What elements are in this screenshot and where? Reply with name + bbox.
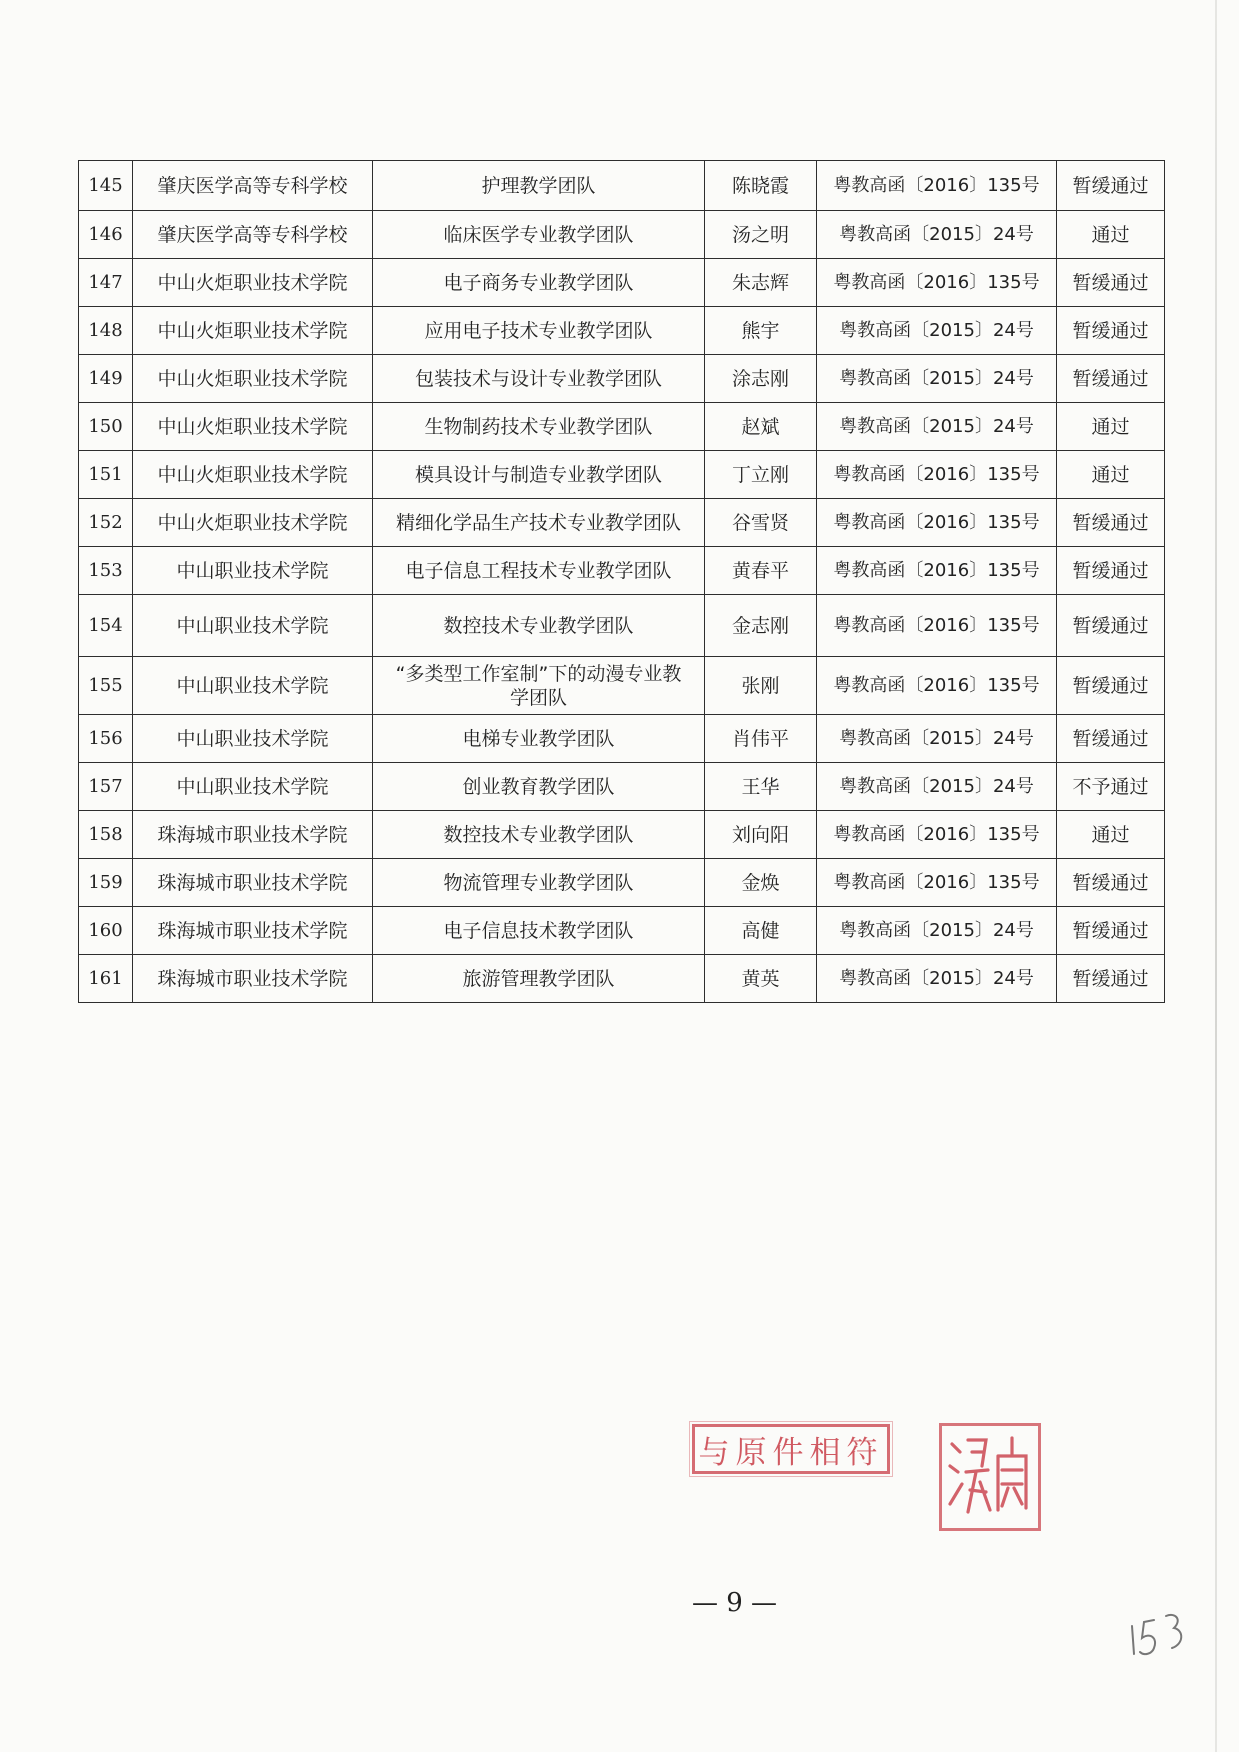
cell-result: 暂缓通过 — [1057, 307, 1165, 355]
table-row — [79, 161, 1165, 211]
cell-index: 150 — [79, 403, 133, 451]
cell-school: 珠海城市职业技术学院 — [133, 955, 373, 1003]
cell-index: 154 — [79, 595, 133, 657]
cell-result: 暂缓通过 — [1057, 355, 1165, 403]
cell-team-name: 模具设计与制造专业教学团队 — [373, 451, 705, 499]
table-row — [79, 763, 1165, 811]
cell-team-name: 包装技术与设计专业教学团队 — [373, 355, 705, 403]
cell-team-name: 电子信息工程技术专业教学团队 — [373, 547, 705, 595]
table-row — [79, 907, 1165, 955]
cell-document-no: 粤教高函〔2016〕135号 — [817, 547, 1057, 595]
cell-school: 中山职业技术学院 — [133, 715, 373, 763]
cell-leader: 赵斌 — [705, 403, 817, 451]
cell-document-no: 粤教高函〔2015〕24号 — [817, 763, 1057, 811]
cell-school: 中山火炬职业技术学院 — [133, 403, 373, 451]
cell-leader: 朱志辉 — [705, 259, 817, 307]
table-row — [79, 657, 1165, 715]
cell-leader: 熊宇 — [705, 307, 817, 355]
cell-index: 148 — [79, 307, 133, 355]
cell-result: 暂缓通过 — [1057, 955, 1165, 1003]
cell-document-no: 粤教高函〔2015〕24号 — [817, 355, 1057, 403]
cell-document-no: 粤教高函〔2016〕135号 — [817, 451, 1057, 499]
table-row — [79, 307, 1165, 355]
cell-school: 中山火炬职业技术学院 — [133, 451, 373, 499]
cell-school: 中山火炬职业技术学院 — [133, 259, 373, 307]
cell-leader: 刘向阳 — [705, 811, 817, 859]
cell-document-no: 粤教高函〔2015〕24号 — [817, 715, 1057, 763]
cell-leader: 黄春平 — [705, 547, 817, 595]
table-row — [79, 547, 1165, 595]
cell-document-no: 粤教高函〔2015〕24号 — [817, 211, 1057, 259]
page-edge-shadow — [1215, 0, 1217, 1752]
cell-leader: 王华 — [705, 763, 817, 811]
cell-school: 珠海城市职业技术学院 — [133, 859, 373, 907]
cell-index: 158 — [79, 811, 133, 859]
cell-team-name: 精细化学品生产技术专业教学团队 — [373, 499, 705, 547]
cell-team-name: 电子信息技术教学团队 — [373, 907, 705, 955]
cell-result: 通过 — [1057, 211, 1165, 259]
cell-school: 中山火炬职业技术学院 — [133, 499, 373, 547]
cell-leader: 金志刚 — [705, 595, 817, 657]
cell-index: 151 — [79, 451, 133, 499]
cell-result: 暂缓通过 — [1057, 161, 1165, 211]
signature-seal — [939, 1423, 1041, 1531]
seal-glyphs-icon — [942, 1426, 1038, 1528]
cell-result: 暂缓通过 — [1057, 499, 1165, 547]
table-row — [79, 955, 1165, 1003]
cell-document-no: 粤教高函〔2016〕135号 — [817, 859, 1057, 907]
cell-document-no: 粤教高函〔2016〕135号 — [817, 811, 1057, 859]
table-row — [79, 595, 1165, 657]
cell-team-name: 数控技术专业教学团队 — [373, 595, 705, 657]
cell-document-no: 粤教高函〔2016〕135号 — [817, 259, 1057, 307]
cell-team-name: 创业教育教学团队 — [373, 763, 705, 811]
cell-school: 中山火炬职业技术学院 — [133, 355, 373, 403]
cell-result: 暂缓通过 — [1057, 859, 1165, 907]
cell-result: 暂缓通过 — [1057, 657, 1165, 715]
cell-leader: 黄英 — [705, 955, 817, 1003]
certified-copy-stamp: 与原件相符 — [692, 1424, 890, 1474]
cell-school: 珠海城市职业技术学院 — [133, 811, 373, 859]
cell-team-name: 生物制药技术专业教学团队 — [373, 403, 705, 451]
cell-document-no: 粤教高函〔2016〕135号 — [817, 161, 1057, 211]
cell-result: 通过 — [1057, 811, 1165, 859]
cell-document-no: 粤教高函〔2015〕24号 — [817, 907, 1057, 955]
table-row — [79, 859, 1165, 907]
cell-team-name: 旅游管理教学团队 — [373, 955, 705, 1003]
cell-index: 157 — [79, 763, 133, 811]
cell-result: 不予通过 — [1057, 763, 1165, 811]
cell-leader: 肖伟平 — [705, 715, 817, 763]
cell-index: 159 — [79, 859, 133, 907]
cell-leader: 高健 — [705, 907, 817, 955]
table-row — [79, 211, 1165, 259]
cell-index: 155 — [79, 657, 133, 715]
table-row — [79, 811, 1165, 859]
cell-index: 156 — [79, 715, 133, 763]
cell-document-no: 粤教高函〔2015〕24号 — [817, 955, 1057, 1003]
cell-leader: 张刚 — [705, 657, 817, 715]
handwritten-number-icon — [1124, 1604, 1194, 1674]
cell-school: 中山职业技术学院 — [133, 657, 373, 715]
cell-result: 暂缓通过 — [1057, 547, 1165, 595]
cell-leader: 汤之明 — [705, 211, 817, 259]
table-row — [79, 259, 1165, 307]
table-row — [79, 451, 1165, 499]
cell-school: 肇庆医学高等专科学校 — [133, 211, 373, 259]
cell-leader: 丁立刚 — [705, 451, 817, 499]
cell-school: 珠海城市职业技术学院 — [133, 907, 373, 955]
cell-document-no: 粤教高函〔2015〕24号 — [817, 403, 1057, 451]
cell-result: 通过 — [1057, 403, 1165, 451]
table-body — [79, 161, 1165, 1003]
cell-index: 160 — [79, 907, 133, 955]
table-row — [79, 355, 1165, 403]
cell-document-no: 粤教高函〔2015〕24号 — [817, 307, 1057, 355]
cell-school: 中山职业技术学院 — [133, 595, 373, 657]
cell-team-name: 应用电子技术专业教学团队 — [373, 307, 705, 355]
table-row — [79, 715, 1165, 763]
table-row — [79, 499, 1165, 547]
cell-index: 145 — [79, 161, 133, 211]
cell-school: 中山火炬职业技术学院 — [133, 307, 373, 355]
handwritten-page-note — [1124, 1604, 1194, 1678]
cell-document-no: 粤教高函〔2016〕135号 — [817, 499, 1057, 547]
table-row — [79, 403, 1165, 451]
cell-index: 152 — [79, 499, 133, 547]
cell-leader: 陈晓霞 — [705, 161, 817, 211]
cell-leader: 涂志刚 — [705, 355, 817, 403]
cell-school: 肇庆医学高等专科学校 — [133, 161, 373, 211]
cell-index: 149 — [79, 355, 133, 403]
cell-team-name: 数控技术专业教学团队 — [373, 811, 705, 859]
cell-result: 暂缓通过 — [1057, 715, 1165, 763]
cell-team-name: 电子商务专业教学团队 — [373, 259, 705, 307]
cell-document-no: 粤教高函〔2016〕135号 — [817, 595, 1057, 657]
cell-result: 暂缓通过 — [1057, 595, 1165, 657]
cell-leader: 谷雪贤 — [705, 499, 817, 547]
cell-document-no: 粤教高函〔2016〕135号 — [817, 657, 1057, 715]
cell-index: 147 — [79, 259, 133, 307]
cell-team-name: 物流管理专业教学团队 — [373, 859, 705, 907]
cell-leader: 金焕 — [705, 859, 817, 907]
cell-index: 153 — [79, 547, 133, 595]
cell-index: 146 — [79, 211, 133, 259]
cell-school: 中山职业技术学院 — [133, 763, 373, 811]
cell-result: 暂缓通过 — [1057, 259, 1165, 307]
cell-school: 中山职业技术学院 — [133, 547, 373, 595]
cell-result: 通过 — [1057, 451, 1165, 499]
teaching-team-table — [78, 160, 1165, 1003]
cell-team-name: 临床医学专业教学团队 — [373, 211, 705, 259]
cell-result: 暂缓通过 — [1057, 907, 1165, 955]
page-number: — 9 — — [691, 1588, 778, 1618]
cell-team-name: 电梯专业教学团队 — [373, 715, 705, 763]
cell-team-name: “多类型工作室制”下的动漫专业教学团队 — [373, 657, 705, 715]
cell-index: 161 — [79, 955, 133, 1003]
cell-team-name: 护理教学团队 — [373, 161, 705, 211]
